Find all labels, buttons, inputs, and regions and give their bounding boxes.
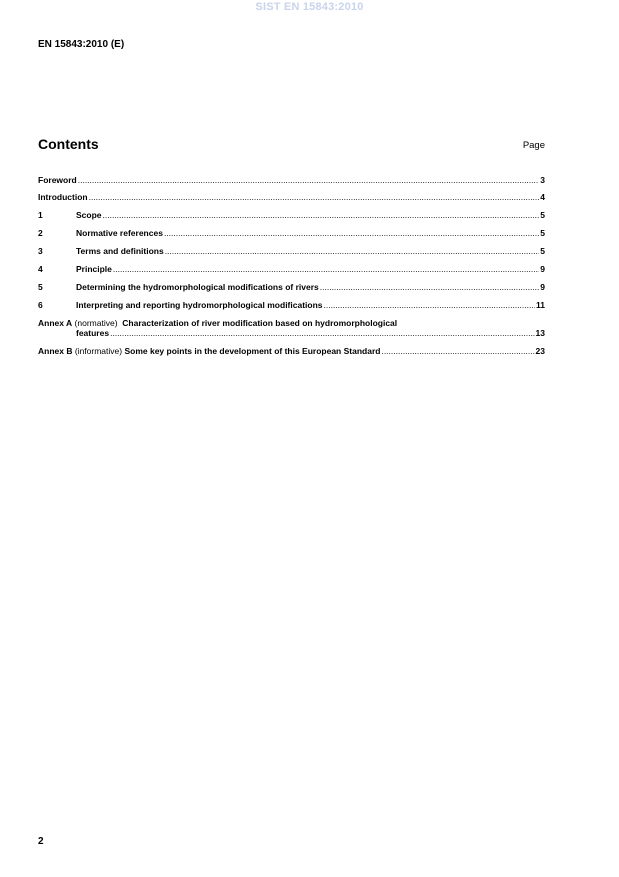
dot-leader bbox=[320, 282, 540, 292]
dot-leader bbox=[164, 228, 539, 238]
toc-entry-title: Normative references bbox=[76, 228, 163, 238]
toc-entry-title: Introduction bbox=[38, 192, 88, 202]
toc-entry-title: Foreword bbox=[38, 175, 77, 185]
toc-entry-page: 4 bbox=[540, 192, 545, 202]
toc-entry-number: 6 bbox=[38, 300, 43, 310]
dot-leader bbox=[89, 192, 540, 202]
dot-leader bbox=[165, 246, 540, 256]
toc-entry-page: 23 bbox=[535, 346, 545, 356]
annex-title: Some key points in the development of this European Standard bbox=[124, 346, 381, 356]
watermark: SIST EN 15843:2010 bbox=[255, 1, 364, 13]
annex-kind: (normative) bbox=[74, 318, 118, 328]
toc-entry-title: Scope bbox=[76, 210, 102, 220]
dot-leader bbox=[324, 300, 535, 310]
toc-entry-number: 1 bbox=[38, 210, 43, 220]
toc-entry-page: 9 bbox=[540, 264, 545, 274]
annex-kind: (informative) bbox=[74, 346, 123, 356]
toc-entry-number: 2 bbox=[38, 228, 43, 238]
toc-entry-annex-a[interactable] bbox=[38, 318, 545, 338]
toc-entry-page: 5 bbox=[540, 210, 545, 220]
annex-a-line1 bbox=[38, 318, 545, 328]
toc-entry-annex-b[interactable] bbox=[38, 346, 545, 356]
annex-a-line2 bbox=[38, 328, 545, 338]
toc-entry-terms-and-definitions[interactable] bbox=[38, 246, 545, 256]
toc-entry-title: Determining the hydromorphological modifications of rivers bbox=[76, 282, 319, 292]
toc-entry-title: Terms and definitions bbox=[76, 246, 164, 256]
dot-leader bbox=[113, 264, 539, 274]
annex-label: Annex B bbox=[38, 346, 73, 356]
dot-leader bbox=[78, 175, 540, 185]
toc-entry-foreword[interactable] bbox=[38, 175, 545, 185]
toc-entry-page: 9 bbox=[540, 282, 545, 292]
page-number: 2 bbox=[38, 836, 44, 847]
dot-leader bbox=[110, 328, 534, 338]
toc-entry-number: 5 bbox=[38, 282, 43, 292]
toc-entry-number: 4 bbox=[38, 264, 43, 274]
toc-entry-scope[interactable] bbox=[38, 210, 545, 220]
annex-title-continued: features bbox=[76, 328, 110, 338]
page-column-label: Page bbox=[522, 140, 545, 151]
annex-title: Characterization of river modification based on hydromorphological bbox=[122, 318, 398, 328]
toc-entry-title: Interpreting and reporting hydromorphological modifications bbox=[76, 300, 323, 310]
table-of-contents bbox=[38, 175, 545, 364]
toc-entry-number: 3 bbox=[38, 246, 43, 256]
dot-leader bbox=[381, 346, 534, 356]
dot-leader bbox=[103, 210, 540, 220]
toc-entry-normative-references[interactable] bbox=[38, 228, 545, 238]
toc-entry-title: Principle bbox=[76, 264, 112, 274]
toc-entry-determining-modifications[interactable] bbox=[38, 282, 545, 292]
toc-entry-page: 5 bbox=[540, 246, 545, 256]
contents-title: Contents bbox=[38, 136, 99, 152]
toc-entry-page: 13 bbox=[535, 328, 545, 338]
toc-entry-page: 11 bbox=[536, 300, 545, 310]
toc-entry-page: 5 bbox=[540, 228, 545, 238]
toc-entry-principle[interactable] bbox=[38, 264, 545, 274]
toc-entry-introduction[interactable] bbox=[38, 192, 545, 202]
annex-label: Annex A bbox=[38, 318, 73, 328]
toc-entry-page: 3 bbox=[540, 175, 545, 185]
toc-entry-interpreting-reporting[interactable] bbox=[38, 300, 545, 310]
document-id-header: EN 15843:2010 (E) bbox=[38, 39, 125, 50]
